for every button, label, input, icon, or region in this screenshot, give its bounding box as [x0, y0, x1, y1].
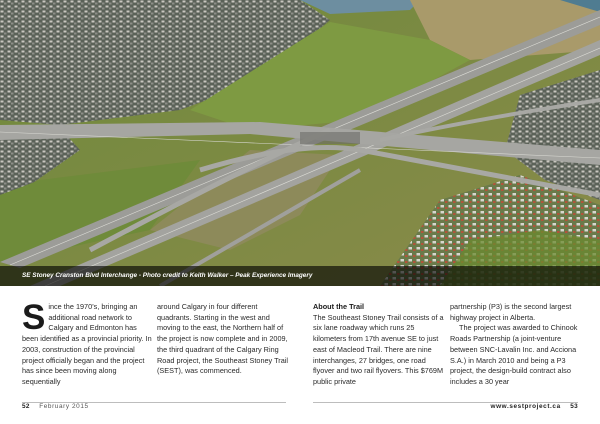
section-heading: About the Trail	[313, 302, 365, 311]
website-link[interactable]: www.sestproject.ca	[490, 403, 561, 410]
column-4-text-1: partnership (P3) is the second largest highway project in Alberta.	[450, 302, 572, 322]
photo-caption: SE Stoney Cranston Blvd Interchange - Photo credit to Keith Walker – Peak Experience Imagery	[0, 266, 600, 286]
article-column-4	[450, 302, 582, 388]
drop-cap: S	[22, 298, 46, 337]
page-number-left: 52	[22, 403, 30, 410]
page-number-right: 53	[570, 403, 578, 410]
footer-right	[491, 403, 579, 410]
column-3-text: The Southeast Stoney Trail consists of a six lane roadway which runs 25 kilometers from 17th avenue SE to just east of Macleod Trail. There are nine interchanges, 27 bridges, one road flyover and two rail flyovers. This $769M public private	[313, 312, 444, 386]
article-column-2	[157, 302, 289, 377]
issue-date: February 2015	[39, 403, 89, 410]
column-1-text: ince the 1970’s, bringing an additional road network to Calgary and Edmonton has been identified as a provincial priority. In 2003, construction of the provincial project officially began and the project has since been moving along sequentially	[22, 302, 152, 386]
column-2-text: around Calgary in four different quadrants. Starting in the west and moving to the east, the Northern half of the project is now complete and in 2009, the third quadrant of the Calgary Ring Road project, the Southeast Stoney Trail (SEST), was commenced.	[157, 302, 289, 376]
article-column-3	[313, 302, 445, 388]
article-column-1	[22, 298, 154, 388]
column-4-text-2: The project was awarded to Chinook Roads Partnership (a joint-venture between SNC-Lavalin Inc. and Acciona S.A.) in March 2010 and being a P3 project, the design-build contract also includes a 30 year	[450, 323, 578, 386]
footer-left	[22, 403, 89, 410]
